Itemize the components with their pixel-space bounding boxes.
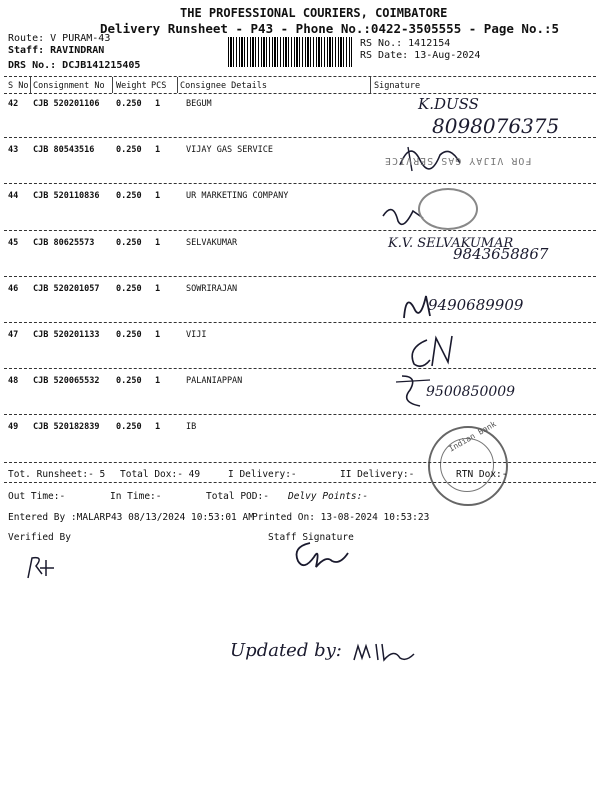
signature-47-scribble [402,330,462,375]
printed-on: Printed On: 13-08-2024 10:53:23 [252,512,430,523]
route-label: Route: V PURAM-43 [8,33,111,44]
cell-pcs: 1 [155,238,161,248]
staff-label: Staff: RAVINDRAN [8,45,105,56]
company-title: THE PROFESSIONAL COURIERS, COIMBATORE [180,6,448,20]
cell-consignment: CJB 80543516 [33,145,95,155]
total-pod: Total POD:- [206,491,269,502]
cell-consignee: UR MARKETING COMPANY [186,191,289,201]
bank-stamp [428,419,508,506]
cell-weight: 0.250 [116,99,142,109]
cell-sno: 46 [8,284,19,294]
cell-consignment: CJB 520110836 [33,191,100,201]
signature-43-stamp: FOR VIJAY GAS SERVICE [384,155,532,166]
row-divider [4,230,596,231]
signature-45-name: K.V. SELVAKUMAR [388,236,514,251]
row-divider [4,276,596,277]
col-weight: Weight [116,81,147,91]
cell-pcs: 1 [155,145,161,155]
delvy-points: Delvy Points:- [288,491,369,502]
cell-weight: 0.250 [116,238,142,248]
entered-by: Entered By :MALARP43 08/13/2024 10:53:01 AM [8,512,254,523]
col-pcs: PCS [151,81,167,91]
bank-stamp-text: Indian Bank [447,419,498,454]
cell-consignee: SOWRIRAJAN [186,284,238,294]
cell-sno: 48 [8,376,19,386]
updated-by: Updated by: [230,640,342,661]
cell-weight: 0.250 [116,284,142,294]
out-time: Out Time:- [8,491,66,502]
cell-sno: 45 [8,238,19,248]
cell-weight: 0.250 [116,330,142,340]
i-delivery: I Delivery:- [228,469,297,480]
updated-by-signature [350,640,420,666]
cell-consignee: BEGUM [186,99,212,109]
barcode [228,37,352,67]
cell-pcs: 1 [155,284,161,294]
cell-consignee: VIJAY GAS SERVICE [186,145,273,155]
drs-number: DRS No.: DCJB141215405 [8,60,141,71]
cell-weight: 0.250 [116,376,142,386]
cell-sno: 43 [8,145,19,155]
cell-consignment: CJB 80625573 [33,238,95,248]
cell-weight: 0.250 [116,191,142,201]
staff-signature: Staff Signature [268,532,354,543]
row-divider [4,414,596,415]
in-time: In Time:- [110,491,162,502]
signature-42-name: K.DUSS [418,95,479,113]
verified-by: Verified By [8,532,71,543]
runsheet-title: Delivery Runsheet - P43 - Phone No.:0422-3505555 - Page No.:5 [100,21,560,36]
col-signature: Signature [374,81,421,91]
ii-delivery: II Delivery:- [340,469,415,480]
cell-consignee: PALANIAPPAN [186,376,243,386]
cell-weight: 0.250 [116,422,142,432]
cell-sno: 44 [8,191,19,201]
signature-48-phone: 9500850009 [426,384,516,400]
signature-42-phone: 8098076375 [432,114,560,138]
cell-consignee: IB [186,422,197,432]
cell-pcs: 1 [155,99,161,109]
cell-consignee: SELVAKUMAR [186,238,238,248]
cell-consignment: CJB 520201133 [33,330,100,340]
signature-46-phone: 9490689909 [428,296,524,314]
cell-pcs: 1 [155,330,161,340]
row-divider [4,368,596,369]
cell-pcs: 1 [155,191,161,201]
staff-signature-scribble [290,535,360,575]
col-consignment: Consignment No [33,81,105,91]
cell-sno: 47 [8,330,19,340]
cell-consignment: CJB 520201106 [33,99,100,109]
row-divider [4,322,596,323]
cell-consignment: CJB 520065532 [33,376,100,386]
row-divider [4,183,596,184]
cell-consignment: CJB 520201057 [33,284,100,294]
cell-consignment: CJB 520182839 [33,422,100,432]
signature-45-phone: 9843658867 [453,245,549,263]
col-sno: S No [8,81,29,91]
cell-pcs: 1 [155,376,161,386]
col-consignee: Consignee Details [180,81,267,91]
rs-number: RS No.: 1412154 [360,38,451,49]
cell-pcs: 1 [155,422,161,432]
total-runsheet: Tot. Runsheet:- 5 [8,469,106,480]
cell-sno: 42 [8,99,19,109]
cell-weight: 0.250 [116,145,142,155]
rs-date: RS Date: 13-Aug-2024 [360,50,481,61]
cell-consignee: VIJI [186,330,207,340]
company-stamp-44 [418,188,478,230]
rtn-dox: RTN Dox:- [456,469,508,480]
total-dox: Total Dox:- 49 [120,469,201,480]
verified-signature [22,552,62,582]
cell-sno: 49 [8,422,19,432]
